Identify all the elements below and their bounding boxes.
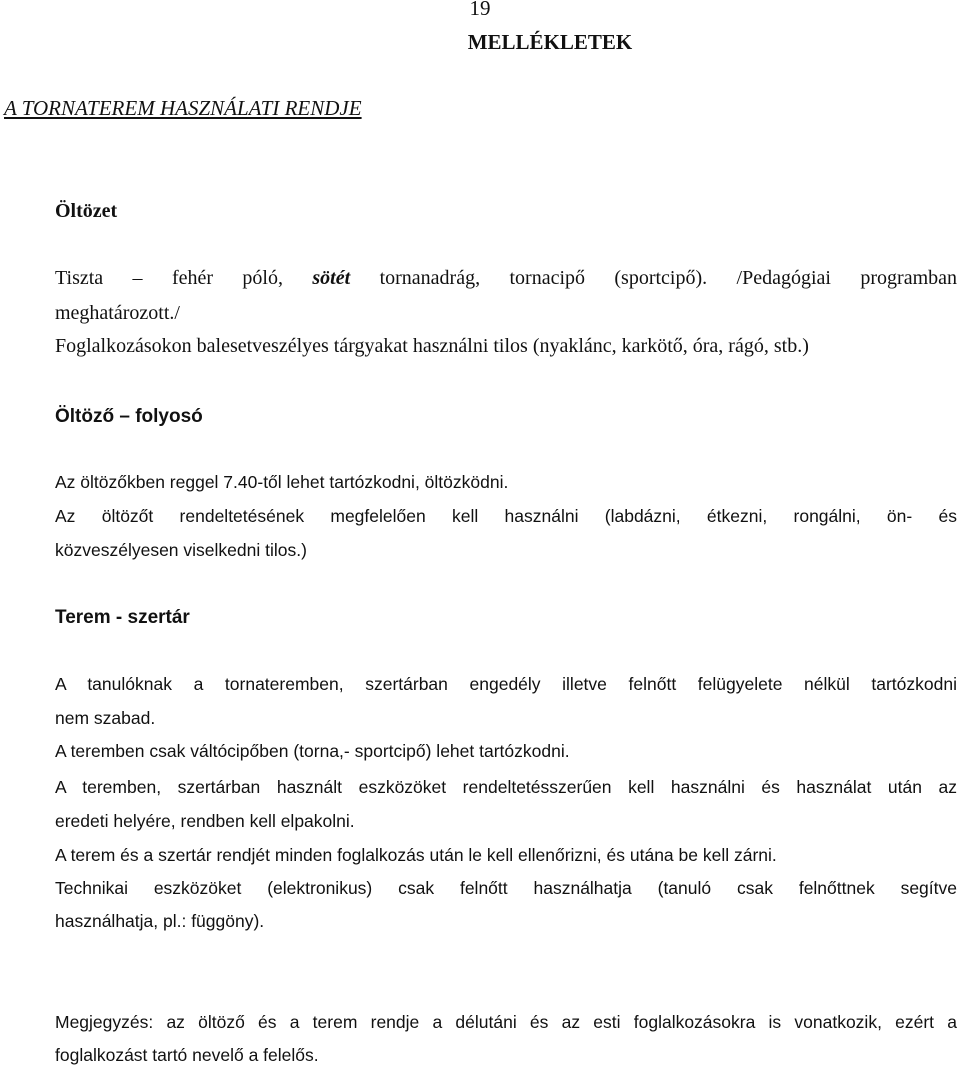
terem-line-7: Technikai eszközöket (elektronikus) csak felnőtt használhatja (tanuló csak felnőttnek segítve [55, 878, 957, 898]
oltozet-line-3: Foglalkozásokon balesetveszélyes tárgyakat használni tilos (nyaklánc, karkötő, óra, rágó, stb.) [55, 335, 809, 357]
section-heading-oltozet: Öltözet [55, 200, 118, 222]
oltozo-line-2: Az öltözőt rendeltetésének megfelelően kell használni (labdázni, étkezni, rongálni, ön- és [55, 506, 957, 526]
terem-line-6: A terem és a szertár rendjét minden foglalkozás után le kell ellenőrizni, és utána be kell zárni. [55, 845, 777, 865]
terem-line-2: nem szabad. [55, 708, 156, 728]
appendix-title: MELLÉKLETEK [467, 30, 633, 54]
oltozo-line-1: Az öltözőkben reggel 7.40-től lehet tartózkodni, öltözködni. [55, 472, 509, 492]
terem-line-4: A teremben, szertárban használt eszközöket rendeltetésszerűen kell használni és használat után az [55, 777, 957, 797]
note-line-2: foglalkozást tartó nevelő a felelős. [55, 1045, 319, 1065]
note-line-1: Megjegyzés: az öltöző és a terem rendje a délutáni és az esti foglalkozásokra is vonatkozik, ezért a [55, 1012, 957, 1032]
main-title: A TORNATEREM HASZNÁLATI RENDJE [4, 96, 362, 120]
terem-line-8: használhatja, pl.: függöny). [55, 911, 265, 931]
oltozet-emphasis-dark: sötét [312, 267, 351, 289]
section-heading-terem: Terem - szertár [55, 607, 190, 628]
oltozet-line-1-c: tornanadrág, tornacipő (sportcipő). /Pedagógiai programban [350, 267, 958, 289]
oltozet-line-1-a: Tiszta – fehér póló, [55, 267, 313, 289]
section-heading-oltozo: Öltöző – folyosó [55, 406, 203, 427]
page-number: 19 [469, 0, 491, 20]
terem-line-3: A teremben csak váltócipőben (torna,- sportcipő) lehet tartózkodni. [55, 741, 570, 761]
terem-line-1: A tanulóknak a tornateremben, szertárban engedély illetve felnőtt felügyelete nélkül tartózkodni [55, 674, 957, 694]
oltozet-line-1 [55, 267, 957, 290]
terem-line-5: eredeti helyére, rendben kell elpakolni. [55, 811, 355, 831]
oltozo-line-3: közveszélyesen viselkedni tilos.) [55, 540, 307, 560]
oltozet-line-2: meghatározott./ [55, 302, 180, 324]
